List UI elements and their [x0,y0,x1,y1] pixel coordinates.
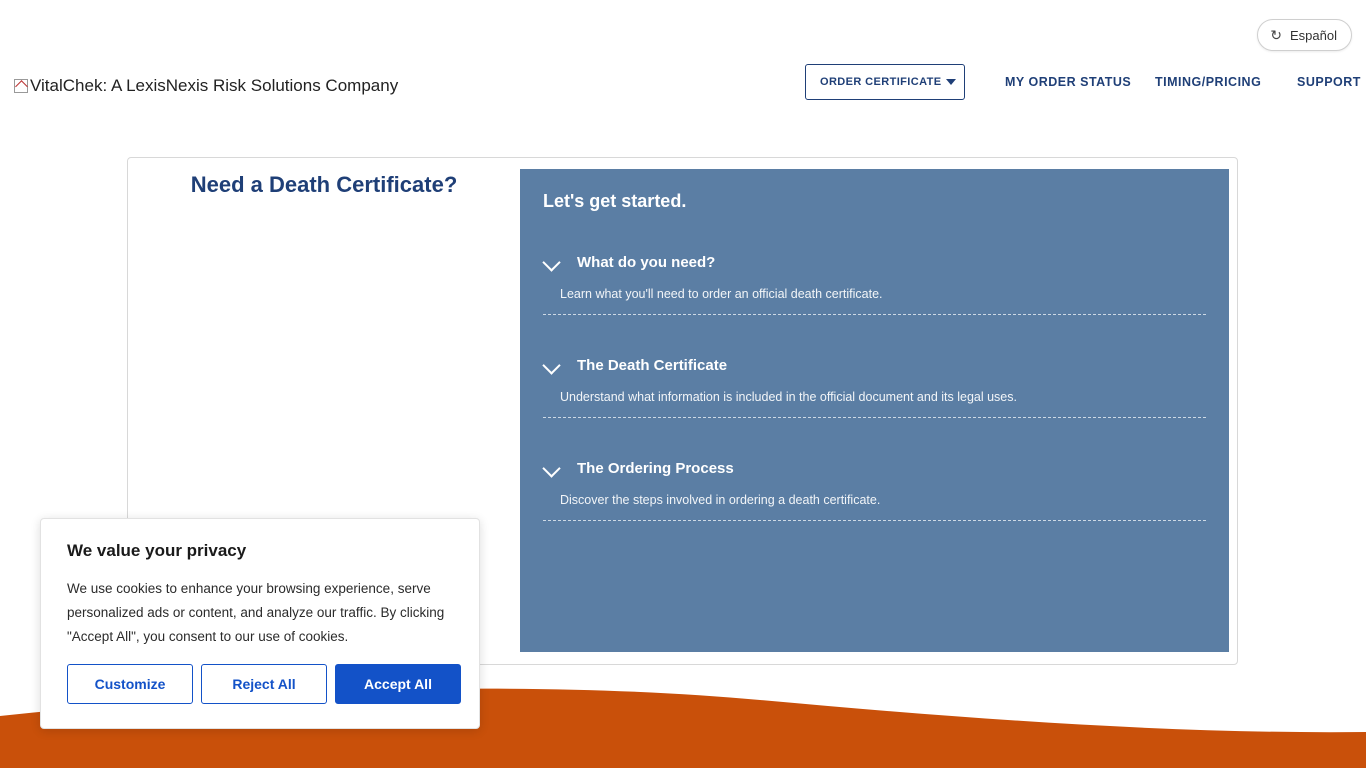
accept-all-button[interactable]: Accept All [335,664,461,704]
accordion-description: Understand what information is included in the official document and its legal uses. [560,390,1017,404]
nav-order-certificate-label: ORDER CERTIFICATE [820,76,942,88]
accordion-header[interactable] [543,253,1206,271]
accordion-item-the-death-certificate[interactable] [543,356,1206,418]
nav-my-order-status[interactable]: MY ORDER STATUS [1005,75,1132,89]
site-logo-alt-text: VitalChek: A LexisNexis Risk Solutions Company [30,76,399,95]
chevron-down-icon [543,253,561,271]
cookie-banner-body: We use cookies to enhance your browsing experience, serve personalized ads or content, and analyze our traffic. By clicking "Accept All", you consent to our use of cookies. [67,581,445,645]
accordion-description: Learn what you'll need to order an official death certificate. [560,287,883,301]
accordion-title: The Ordering Process [577,459,734,477]
page-title: Need a Death Certificate? [190,172,458,197]
cookie-banner-title: We value your privacy [67,541,247,560]
reject-all-button[interactable]: Reject All [201,664,327,704]
get-started-panel [520,169,1229,652]
chevron-down-icon [543,459,561,477]
divider [543,417,1206,418]
site-logo[interactable] [14,76,398,96]
chevron-down-icon [946,79,956,85]
customize-button[interactable]: Customize [67,664,193,704]
cookie-banner-actions [67,664,461,704]
divider [543,314,1206,315]
nav-order-certificate-dropdown[interactable] [805,64,965,100]
accordion-item-what-do-you-need[interactable] [543,253,1206,315]
refresh-icon: ↻ [1270,27,1283,43]
accordion-description: Discover the steps involved in ordering a death certificate. [560,493,881,507]
site-header [0,0,1366,130]
nav-timing-pricing[interactable]: TIMING/PRICING [1155,75,1262,89]
nav-support[interactable]: SUPPORT [1297,75,1361,89]
accordion-header[interactable] [543,459,1206,477]
divider [543,520,1206,521]
language-toggle-label: Español [1290,27,1337,43]
accordion-item-the-ordering-process[interactable] [543,459,1206,521]
accordion-title: What do you need? [577,253,716,271]
accordion-header[interactable] [543,356,1206,374]
broken-image-icon [14,79,28,93]
accordion-title: The Death Certificate [577,356,728,374]
chevron-down-icon [543,356,561,374]
cookie-consent-banner [40,518,480,729]
panel-heading: Let's get started. [543,191,687,211]
